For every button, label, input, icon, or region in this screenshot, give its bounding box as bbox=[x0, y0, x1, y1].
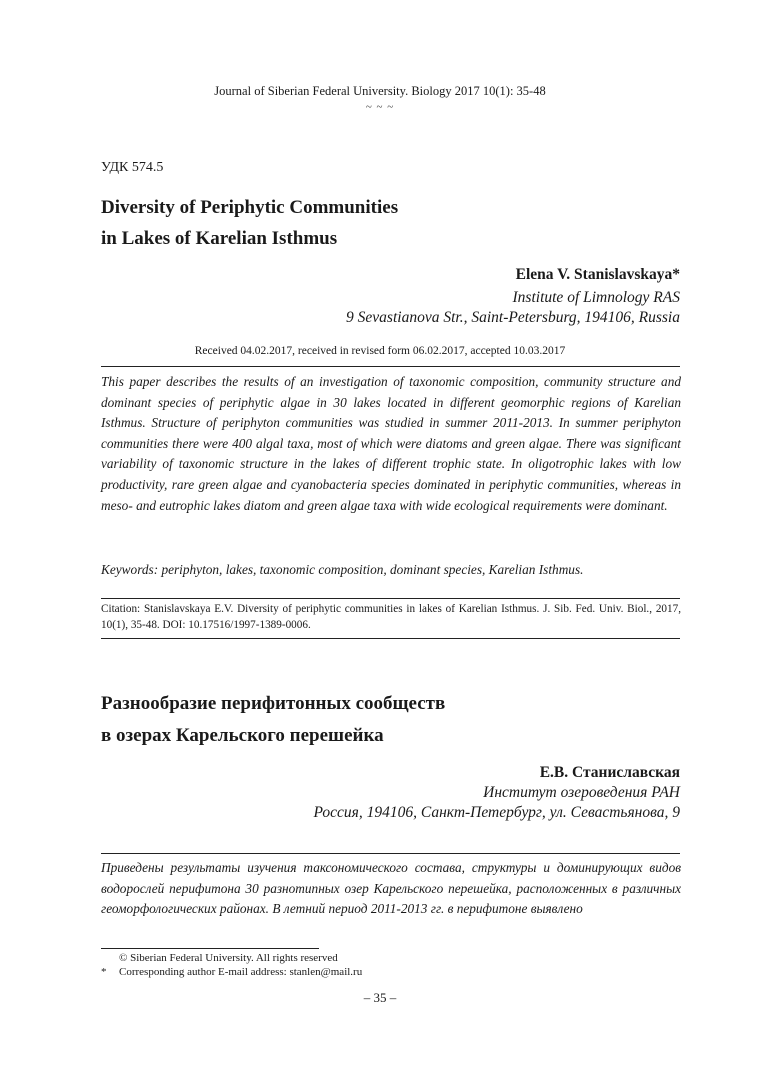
divider-rule bbox=[101, 853, 680, 854]
english-affiliation: Institute of Limnology RAS bbox=[512, 289, 680, 306]
udk-code: УДК 574.5 bbox=[101, 160, 164, 175]
russian-author: Е.В. Станиславская bbox=[539, 764, 680, 781]
journal-header: Journal of Siberian Federal University. Biology 2017 10(1): 35-48 bbox=[214, 84, 546, 98]
english-abstract: This paper describes the results of an investigation of taxonomic composition, community structure and dominant species of periphytic algae in 30 lakes located in different geomorphic regions of Karelian Isthmus. Structure of periphyton communities was studied in summer 2011-2013. In summer periphyton communities there were 400 algal taxa, most of which were diatoms and green algae. There was significant variability of taxonomic structure in the lakes of different trophic state. In oligotrophic lakes with low productivity, rare green algae and cyanobacteria species dominated in periphytic communities, whereas in meso- and eutrophic lakes diatom and green algae taxa with wide ecological requirements were dominant. bbox=[101, 374, 681, 513]
divider-rule bbox=[101, 638, 680, 639]
page-number: – 35 – bbox=[363, 990, 397, 1005]
russian-title bbox=[101, 688, 661, 752]
russian-address: Россия, 194106, Санкт-Петербург, ул. Севастьянова, 9 bbox=[313, 804, 680, 821]
footnote-rule bbox=[101, 948, 319, 949]
english-title-line2: in Lakes of Karelian Isthmus bbox=[101, 228, 338, 249]
english-keywords: Keywords: periphyton, lakes, taxonomic composition, dominant species, Karelian Isthmus. bbox=[101, 562, 584, 577]
english-address: 9 Sevastianova Str., Saint-Petersburg, 194106, Russia bbox=[346, 309, 680, 326]
english-author: Elena V. Stanislavskaya* bbox=[515, 266, 680, 283]
divider-rule bbox=[101, 366, 680, 367]
copyright-footnote: © Siberian Federal University. All rights reserved bbox=[119, 952, 338, 964]
corresponding-footnote bbox=[101, 966, 362, 978]
divider-rule bbox=[101, 598, 680, 599]
footnote-mark: * bbox=[101, 966, 107, 978]
russian-title-line1: Разнообразие перифитонных сообществ bbox=[101, 693, 446, 714]
citation: Citation: Stanislavskaya E.V. Diversity of periphytic communities in lakes of Karelian Isthmus. J. Sib. Fed. Univ. Biol., 2017, 10(1), 35-48. DOI: 10.17516/1997-1389-0006. bbox=[101, 603, 681, 631]
received-dates: Received 04.02.2017, received in revised form 06.02.2017, accepted 10.03.2017 bbox=[194, 345, 566, 357]
russian-title-line2: в озерах Карельского перешейка bbox=[101, 725, 384, 746]
english-title bbox=[101, 192, 661, 254]
corresponding-email: Corresponding author E-mail address: stanlen@mail.ru bbox=[119, 966, 363, 978]
russian-affiliation: Институт озероведения РАН bbox=[483, 784, 680, 801]
header-ornament: ~ ~ ~ bbox=[365, 101, 395, 113]
english-title-line1: Diversity of Periphytic Communities bbox=[101, 197, 399, 218]
russian-abstract: Приведены результаты изучения таксономического состава, структуры и доминирующих видов водорослей перифитона 30 разнотипных озер Карельского перешейка, расположенных в различных геоморфологических районах. В летний период 2011-2013 гг. в перифитоне выявлено bbox=[101, 860, 681, 917]
